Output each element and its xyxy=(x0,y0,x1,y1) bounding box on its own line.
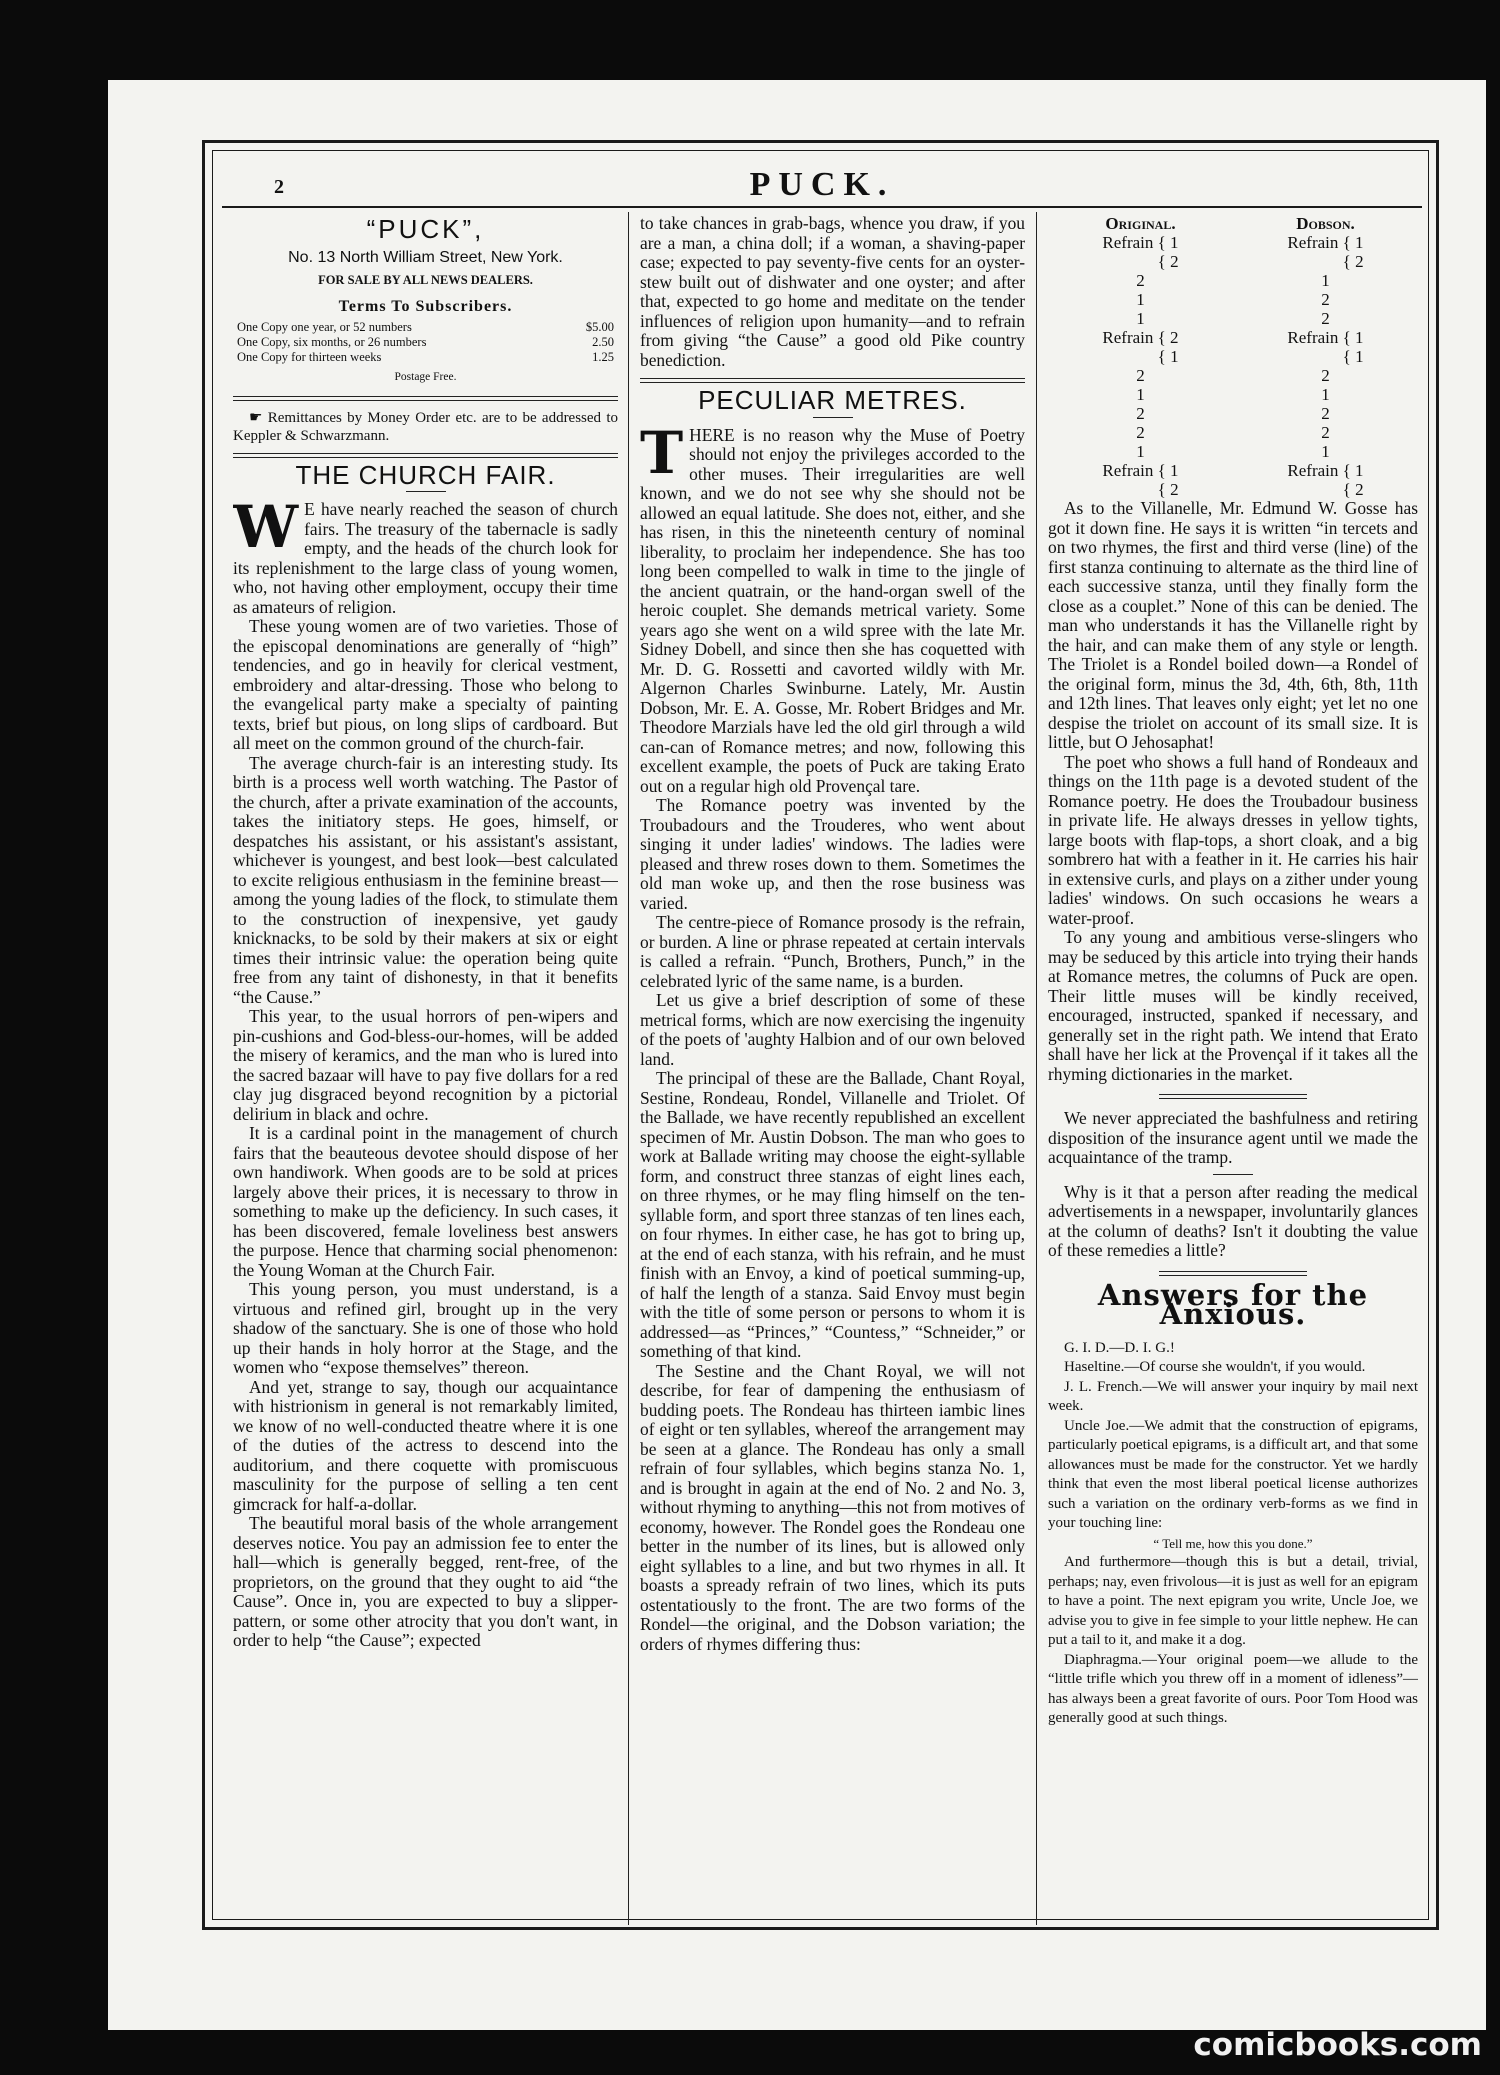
rhyme-row xyxy=(1048,404,1418,423)
rhyme-cell: 2 xyxy=(1321,290,1330,309)
rhyme-cell: 1 xyxy=(1136,309,1145,328)
puck-title: “PUCK”, xyxy=(366,214,485,244)
section-rule xyxy=(233,396,618,401)
rhyme-cell: 1 xyxy=(1136,290,1145,309)
article-title: THE CHURCH FAIR. xyxy=(295,459,556,490)
rhyme-row xyxy=(1048,233,1418,252)
paragraph: The Sestine and the Chant Royal, we will not describe, for fear of dampening the enthusiasm of budding poets. The Rondeau has thirteen iambic lines of eight or ten syllables, whereof the arrangement may be seen at a glance. The Rondeau has only a small refrain of four syllables, which begins stanza No. 1, and is brought in again at the end of No. 2 and No. 3, without rhyming to anything—this not from motives of economy, however. The Rondel goes the Rondeau one better in the number of its lines, but is allowed only eight syllables to a line, and but two rhymes in all. It boasts a spready refrain of two lines, which its puts ostentatiously to the front. The are two forms of the Rondel—the original, and the Dobson variation; the orders of rhymes differing thus: xyxy=(640,1360,1025,1654)
rhyme-cell: Refrain { 1 xyxy=(1102,461,1179,480)
table-header: Original. xyxy=(1105,214,1176,233)
column-divider xyxy=(628,212,629,1925)
rhyme-cell: { 2 xyxy=(1102,252,1179,271)
publisher-address: No. 13 North William Street, New York. xyxy=(288,248,563,266)
column-1 xyxy=(233,214,618,1923)
rhyme-cell: 1 xyxy=(1321,442,1330,461)
section-rule xyxy=(1159,1094,1307,1099)
rhyme-cell: 2 xyxy=(1321,366,1330,385)
section-rule xyxy=(640,378,1025,383)
title-rule xyxy=(406,491,446,492)
rhyme-cell: 1 xyxy=(1136,385,1145,404)
terms-line: One Copy, six months, or 26 numbers 2.50 xyxy=(237,335,614,349)
title-rule xyxy=(813,417,853,418)
paragraph: We never appreciated the bashfulness and retiring disposition of the insurance agent until we made the acquaintance of the tramp. xyxy=(1048,1108,1418,1167)
paragraph: THERE is no reason why the Muse of Poetry should not enjoy the privileges accorded to the other muses. Their irregularities are well known, and we do not see why she should not be allowed an equal latitude. She does not, either, and she has risen, in this the nineteenth century of nominal liberality, to proclaim her independence. She has too long been compelled to walk in time to the jingle of the ancient quatrain, or the hand-organ swell of the heroic couplet. She demands metrical variety. Some years ago she went on a wild spree with the late Mr. Sidney Dobell, and since then she has coquetted with Mr. D. G. Rossetti and cavorted wildly with Mr. Algernon Charles Swinburne. Lately, Mr. Austin Dobson, Mr. E. A. Gosse, Mr. Robert Bridges and Mr. Theodore Marzials have led the old girl through a wild can-can of Romance metres; and now, following this excellent example, the poets of Puck are taking Erato out on a regular high old Provençal tare. xyxy=(640,418,1025,796)
rhyme-row xyxy=(1048,252,1418,271)
rhyme-table-body xyxy=(1048,233,1418,499)
page-number: 2 xyxy=(274,176,284,198)
rhyme-cell: 1 xyxy=(1321,385,1330,404)
paragraph: The Romance poetry was invented by the Troubadours and the Trouderes, who went about singing it under ladies' windows. The ladies were pleased and threw roses down to them. Sometimes the old man woke up, and then the rose business was varied. xyxy=(640,795,1025,913)
paragraph: Why is it that a person after reading the medical advertisements in a newspaper, involuntarily glances at the column of deaths? Isn't it doubting the value of these remedies a little? xyxy=(1048,1181,1418,1260)
remittance-note: ☛ Remittances by Money Order etc. are to be addressed to Keppler & Schwarzmann. xyxy=(233,409,618,444)
rhyme-row xyxy=(1048,423,1418,442)
rhyme-row xyxy=(1048,385,1418,404)
paragraph: It is a cardinal point in the management of church fairs that the beauteous devotee should dispose of her own handiwork. When goods are to be sold at prices largely above their prices, it is necessary to throw in something to make up the deficiency. In such cases, it has been discovered, female loveliness best answers the purpose. Hence that charming social phenomenon: the Young Woman at the Church Fair. xyxy=(233,1123,618,1280)
column-3 xyxy=(1048,214,1418,1923)
rhyme-cell: 2 xyxy=(1321,404,1330,423)
paragraph: This year, to the usual horrors of pen-wipers and pin-cushions and God-bless-our-homes, will be added the misery of keramics, and the man who is lured into the sacred bazaar will have to pay five dollars for a red clay jug disgraced beyond recognition by a pictorial delirium in black and ochre. xyxy=(233,1006,618,1124)
site-watermark: comicbooks.com xyxy=(1193,2027,1482,2063)
rhyme-cell: { 2 xyxy=(1287,480,1364,499)
rhyme-row xyxy=(1048,290,1418,309)
paragraph: Let us give a brief description of some of these metrical forms, which are now exercising the ingenuity of the poets of 'aughty Halbion and of our own beloved land. xyxy=(640,990,1025,1069)
column-2 xyxy=(640,214,1025,1923)
article-title: PECULIAR METRES. xyxy=(698,385,967,415)
drop-cap: W xyxy=(233,493,299,561)
quoted-line: “ Tell me, how this you done.” xyxy=(1153,1535,1313,1551)
rhyme-row xyxy=(1048,328,1418,347)
rhyme-row xyxy=(1048,480,1418,499)
paragraph: W E have nearly reached the season of church fairs. The treasury of the tabernacle is sadly empty, and the heads of the church look for its replenishment to the large class of young women, who, not having other employment, occupy their time as amateurs of religion. xyxy=(233,493,618,617)
paragraph: To any young and ambitious verse-slingers who may be seduced by this article into trying their hands at Romance metres, the columns of Puck are open. Their little muses will be kindly received, encouraged, instructed, spanked if necessary, and generally set in the right path. We intend that Erato shall have her lick at the Provençal if it takes all the rhyming dictionaries in the market. xyxy=(1048,927,1418,1084)
rhyme-row xyxy=(1048,271,1418,290)
rhyme-row xyxy=(1048,461,1418,480)
paragraph: to take chances in grab-bags, whence you draw, if you are a man, a china doll; if a woman, a shaving-paper case; expected to pay seventy-five cents for an oyster-stew built out of dishwater and one oyster; and after that, expected to go home and meditate on the tender influences of religion upon humanity—and to refrain from giving “the Cause” a good old Pike country benediction. xyxy=(640,214,1025,370)
terms-line: One Copy for thirteen weeks 1.25 xyxy=(237,350,614,364)
rhyme-row xyxy=(1048,347,1418,366)
masthead-title: PUCK. xyxy=(749,166,895,203)
rhyme-cell: Refrain { 2 xyxy=(1102,328,1179,347)
paragraph: The average church-fair is an interesting study. Its birth is a process well worth watching. The Pastor of the church, after a private examination of the accounts, takes the initiatory steps. He goes, himself, or despatches his assistant, or his assistant's assistant, whichever is youngest, and best look—best calculated to excite religious enthusiasm in the feminine breast—among the young ladies of the flock, to stimulate them to the construction of inexpensive, yet gaudy knicknacks, to be sold by their makers at six or eight times their intrinsic value: the operation being quite free from any taint of dishonesty, in that it benefits “the Cause.” xyxy=(233,752,618,1007)
rhyme-cell: 2 xyxy=(1136,366,1145,385)
paragraph: The poet who shows a full hand of Rondeaux and things on the 11th page is a devoted student of the Romance poetry. He does the Troubadour business in private life. He always dresses in yellow tights, large boots with flap-tops, a short cloak, and a big sombrero hat with a feather in it. He carries his hair in extensive curls, and plays on a zither under young ladies' windows. On such occasions he wears a water-proof. xyxy=(1048,751,1418,928)
section-rule xyxy=(233,453,618,458)
rhyme-cell: 2 xyxy=(1321,309,1330,328)
rhyme-cell: 2 xyxy=(1136,423,1145,442)
postage-note: Postage Free. xyxy=(394,371,457,383)
page-header xyxy=(222,158,1422,208)
rhyme-cell: Refrain { 1 xyxy=(1102,233,1179,252)
paragraph: These young women are of two varieties. Those of the episcopal denominations are generally of “high” tendencies, and go in heavily for clerical vestment, embroidery and altar-dressing. Those who belong to the evangelical party make a specialty of painting texts, brief but pious, on long slips of cardboard. But all meet on the common ground of the church-fair. xyxy=(233,616,618,753)
table-header: Dobson. xyxy=(1296,214,1355,233)
sale-notice: FOR SALE BY ALL NEWS DEALERS. xyxy=(318,273,533,287)
answers-heading: Answers for the Anxious. xyxy=(1097,1277,1369,1331)
rhyme-cell: { 2 xyxy=(1102,480,1179,499)
paragraph: And yet, strange to say, though our acquaintance with histrionism in general is not remarkably limited, we know of no well-conducted theatre where it is one of the duties of the actress to descend into the auditorium, and there coquette with promiscuous masculinity for the purpose of selling a ten cent gimcrack for half-a-dollar. xyxy=(233,1376,618,1514)
paragraph: As to the Villanelle, Mr. Edmund W. Gosse has got it down fine. He says it is written “in tercets and on two rhymes, the first and third verse (line) of the first stanza continuing to alternate as the third line of each successive stanza, until they finally form the close as a couplet.” None of this can be denied. The man who understands it has the Villanelle right by the hair, and can make them of any style or length. The Triolet is a Rondel boiled down—a Rondel of the original form, minus the 3d, 4th, 6th, 8th, 11th and 12th lines. That leaves only eight; yet let no one despise the triolet on account of its small size. It is little, but O Jehosaphat! xyxy=(1048,498,1418,752)
rhyme-cell: 1 xyxy=(1321,271,1330,290)
paragraph: The beautiful moral basis of the whole arrangement deserves notice. You pay an admission fee to enter the hall—which is generally begged, rent-free, of the proprietors, on the ground that they ought to aid “the Cause”. Once in, you are expected to buy a slipper-pattern, or some other atrocity that you don't want, in order to help “the Cause”; expected xyxy=(233,1513,618,1650)
rhyme-cell: { 1 xyxy=(1102,347,1179,366)
rhyme-cell: Refrain { 1 xyxy=(1287,328,1364,347)
paragraph: The centre-piece of Romance prosody is the refrain, or burden. A line or phrase repeated at certain intervals is called a refrain. “Punch, Brothers, Punch,” in the celebrated lyric of the same name, is a burden. xyxy=(640,912,1025,991)
answers-list xyxy=(1048,1339,1418,1729)
rhyme-cell: 2 xyxy=(1136,271,1145,290)
column-divider xyxy=(1036,212,1037,1925)
rhyme-cell: 2 xyxy=(1321,423,1330,442)
rhyme-cell: { 1 xyxy=(1287,347,1364,366)
rhyme-cell: { 2 xyxy=(1287,252,1364,271)
rhyme-cell: 1 xyxy=(1136,442,1145,461)
paragraph: This young person, you must understand, is a virtuous and refined girl, brought up in the very shadow of the sanctuary. She is one of those who hold up their hands in holy horror at the Stage, and the women who “expose themselves” thereon. xyxy=(233,1279,618,1377)
rhyme-table xyxy=(1048,214,1418,499)
terms-heading: Terms To Subscribers. xyxy=(338,297,513,315)
rhyme-cell: 2 xyxy=(1136,404,1145,423)
terms-line: One Copy one year, or 52 numbers $5.00 xyxy=(237,320,614,334)
rhyme-row xyxy=(1048,366,1418,385)
rhyme-row xyxy=(1048,442,1418,461)
terms-list xyxy=(237,320,614,365)
answer-item: Haseltine.—Of course she wouldn't, if you would. xyxy=(1064,1359,1366,1375)
answer-item: G. I. D.—D. I. G.! xyxy=(1064,1339,1175,1356)
rhyme-cell: Refrain { 1 xyxy=(1287,461,1364,480)
drop-cap: T xyxy=(640,418,684,487)
rhyme-cell: Refrain { 1 xyxy=(1287,233,1364,252)
pointing-hand-icon: ☛ xyxy=(249,409,268,426)
rhyme-row xyxy=(1048,309,1418,328)
paragraph: The principal of these are the Ballade, Chant Royal, Sestine, Rondeau, Rondel, Villanelle and Triolet. Of the Ballade, we have recently republished an excellent specimen of Mr. Austin Dobson. The man who goes to work at Ballade writing may choose the eight-syllable form, and construct three stanzas of eight lines each, on three rhymes, or he may fling himself on the ten-syllable form, and sport three stanzas of ten lines each, on four rhymes. In either case, he has got to bring up, at the end of each stanza, with his refrain, and he must finish with an Envoy, a kind of poetical summing-up, of half the length of a stanza. Said Envoy must begin with the title of some person or persons to whom it is addressed—as “Princes,” “Countess,” “Schneider,” or something of that kind. xyxy=(640,1068,1025,1361)
answer-item: J. L. French.—We will answer your inquiry by mail next week. xyxy=(1048,1378,1418,1414)
section-rule xyxy=(1159,1271,1307,1276)
answer-item: Uncle Joe.—We admit that the construction of epigrams, particularly poetical epigrams, is a difficult art, and that some allowances must be made for the constructor. Yet we hardly think that even the most liberal poetical license authorizes such a variation on the ordinary verb-forms as we find in your touching line: xyxy=(1048,1417,1418,1531)
answer-item: And furthermore—though this is but a detail, trivial, perhaps; nay, even frivolous—it is just as well for an epigram to have a point. The next epigram you write, Uncle Joe, we advise you to give in fee simple to your little nephew. He can put a tail to it, and make it a dog. xyxy=(1048,1554,1418,1648)
separator-rule xyxy=(1213,1174,1253,1175)
answer-item: Diaphragma.—Your original poem—we allude to the “little trifle which you threw off in a moment of idleness”—has always been a great favorite of ours. Poor Tom Hood was generally good at such things. xyxy=(1048,1651,1418,1726)
